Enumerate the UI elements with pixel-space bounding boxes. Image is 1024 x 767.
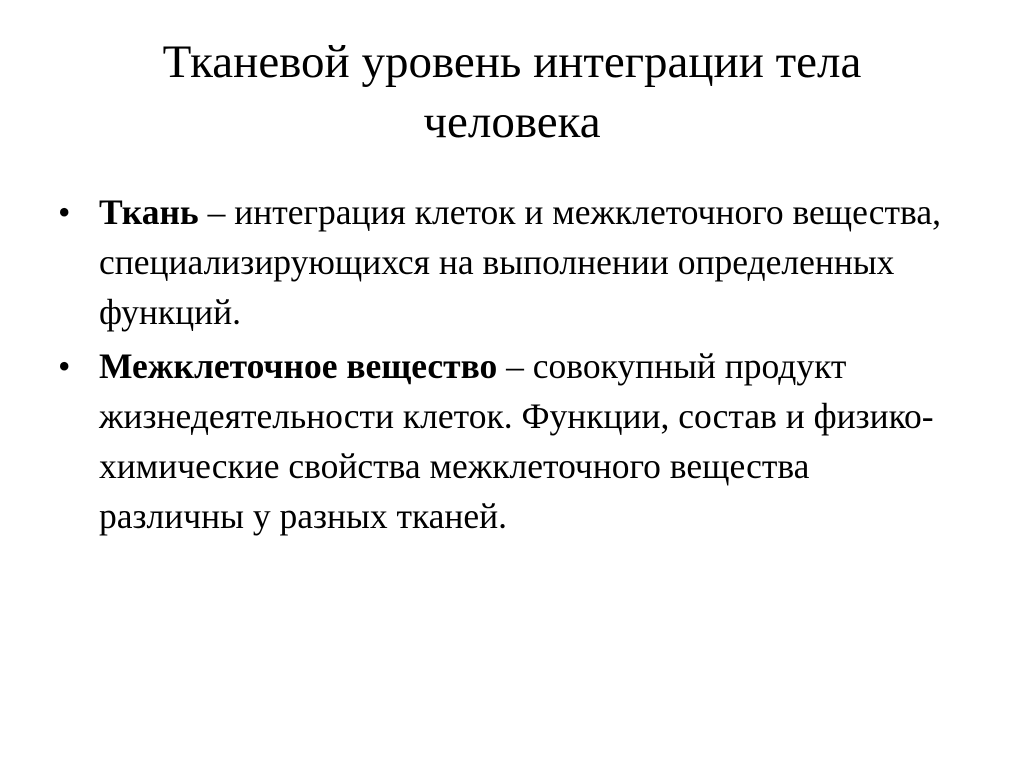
term-intercellular-substance: Межклеточное вещество: [99, 346, 498, 386]
bullet-marker: •: [58, 346, 71, 386]
bullet-marker: •: [58, 192, 71, 232]
bullet-item-intercellular-substance: [58, 341, 958, 541]
term-tissue: Ткань: [99, 192, 199, 232]
slide-title-line-2: человека: [423, 96, 601, 148]
slide-title: [60, 32, 964, 152]
slide-title-line-1: Тканевой уровень интеграции тела: [162, 36, 862, 88]
definition-tissue: – интеграция клеток и межклеточного вещества, специализирующихся на выполнении определенных функций.: [99, 192, 941, 332]
bullet-list: [58, 187, 958, 545]
bullet-item-tissue: [58, 187, 958, 337]
definition-intercellular-substance: – совокупный продукт жизнедеятельности клеток. Функции, состав и физико-химические свойства межклеточного вещества различны у разных тканей.: [99, 346, 934, 536]
